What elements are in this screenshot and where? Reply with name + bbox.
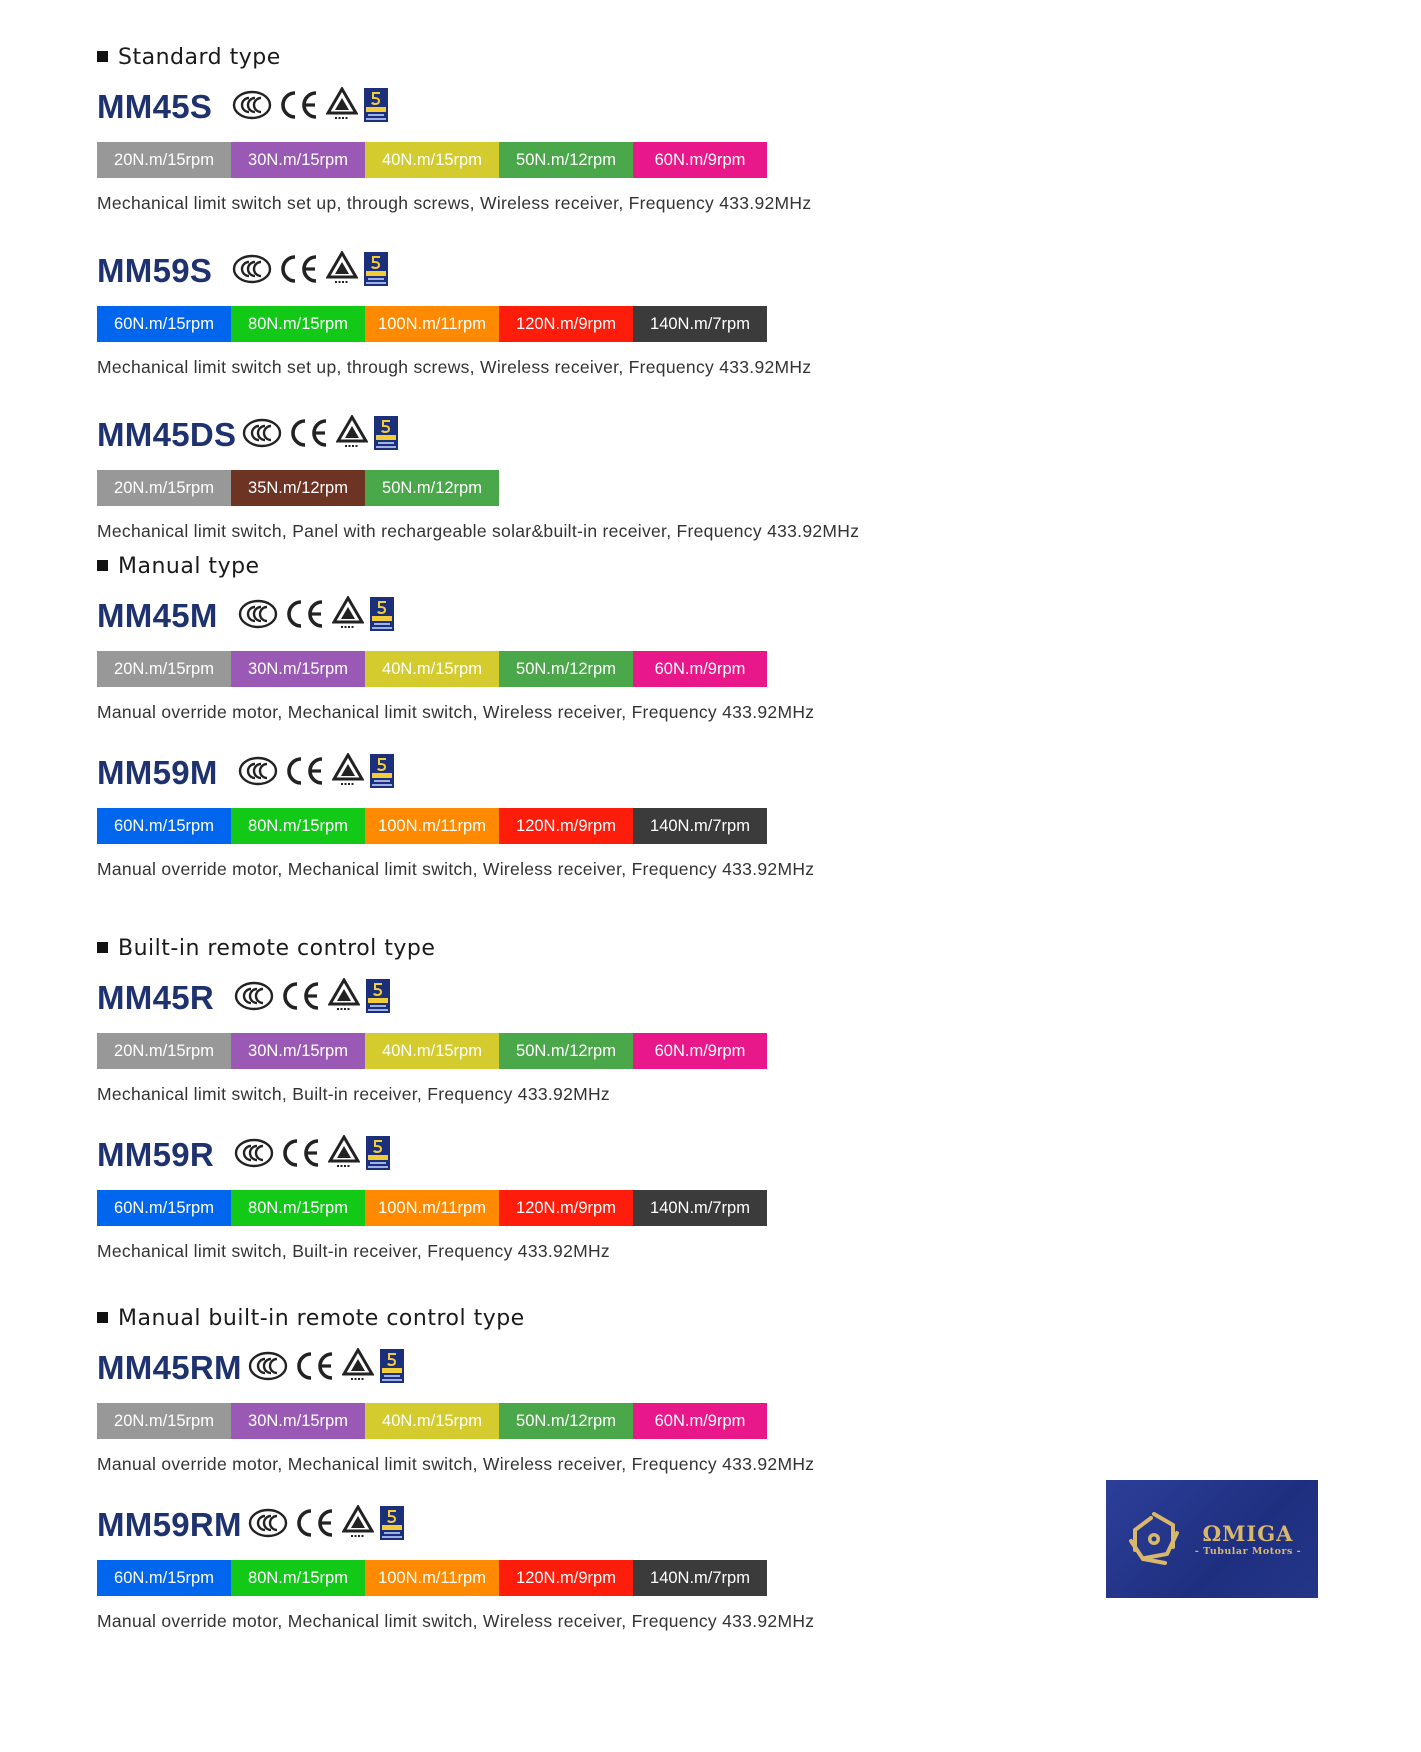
spec-segment: 120N.m/9rpm xyxy=(499,306,633,342)
spec-segment: 140N.m/7rpm xyxy=(633,1560,767,1596)
model-name: MM59S xyxy=(97,252,213,289)
spec-segment: 140N.m/7rpm xyxy=(633,306,767,342)
spec-segment: 100N.m/11rpm xyxy=(365,306,499,342)
section-standard xyxy=(97,44,859,544)
model-name: MM59R xyxy=(97,1136,215,1173)
section-manual-built-in-remote xyxy=(97,1305,814,1634)
spec-segment: 20N.m/15rpm xyxy=(97,142,231,178)
model-description: Manual override motor, Mechanical limit switch, Wireless receiver, Frequency 433.92MHz xyxy=(97,1611,815,1631)
ccc-cert-icon xyxy=(232,90,272,125)
logo-name: ΩMIGA xyxy=(1202,1520,1294,1546)
certification-icons xyxy=(242,415,404,455)
spec-segment: 40N.m/15rpm xyxy=(365,1033,499,1069)
section-manual xyxy=(97,553,814,882)
spec-segment: 60N.m/9rpm xyxy=(633,1033,767,1069)
model-block xyxy=(97,410,859,544)
spec-segment: 80N.m/15rpm xyxy=(231,1190,365,1226)
spec-segment: 50N.m/12rpm xyxy=(365,470,499,506)
spec-bar xyxy=(97,1033,767,1069)
model-description: Mechanical limit switch set up, through screws, Wireless receiver, Frequency 433.92MHz xyxy=(97,357,812,377)
certification-icons xyxy=(248,1505,410,1545)
spec-segment: 60N.m/15rpm xyxy=(97,808,231,844)
logo-tagline: - Tubular Motors - xyxy=(1194,1545,1302,1557)
ce-mark-icon xyxy=(280,1138,322,1173)
certification-icons xyxy=(238,753,400,793)
ccc-cert-icon xyxy=(248,1351,288,1386)
spec-segment: 60N.m/9rpm xyxy=(633,651,767,687)
spec-segment: 80N.m/15rpm xyxy=(231,1560,365,1596)
model-name: MM45R xyxy=(97,979,215,1016)
five-year-warranty-icon xyxy=(370,754,394,793)
tuv-cert-icon xyxy=(326,87,358,128)
section-title: Built-in remote control type xyxy=(97,935,767,963)
spec-segment: 50N.m/12rpm xyxy=(499,651,633,687)
tuv-cert-icon xyxy=(342,1505,374,1546)
spec-segment: 20N.m/15rpm xyxy=(97,470,231,506)
spec-segment: 50N.m/12rpm xyxy=(499,1403,633,1439)
spec-segment: 140N.m/7rpm xyxy=(633,808,767,844)
spec-bar xyxy=(97,142,859,178)
model-description: Mechanical limit switch set up, through screws, Wireless receiver, Frequency 433.92MHz xyxy=(97,193,812,213)
ce-mark-icon xyxy=(294,1351,336,1386)
model-block xyxy=(97,591,814,725)
tuv-cert-icon xyxy=(328,1135,360,1176)
spec-segment: 30N.m/15rpm xyxy=(231,1403,365,1439)
ccc-cert-icon xyxy=(234,981,274,1016)
omiga-logo xyxy=(1106,1480,1318,1598)
section-built-in-remote xyxy=(97,935,767,1264)
model-name: MM59M xyxy=(97,754,218,791)
spec-bar xyxy=(97,808,814,844)
spec-segment: 60N.m/9rpm xyxy=(633,1403,767,1439)
spec-segment: 100N.m/11rpm xyxy=(365,1190,499,1226)
square-bullet-icon xyxy=(97,1312,108,1323)
model-description: Mechanical limit switch, Built-in receiver, Frequency 433.92MHz xyxy=(97,1241,610,1261)
model-name: MM45S xyxy=(97,88,213,125)
spec-bar xyxy=(97,1403,814,1439)
model-name: MM45DS xyxy=(97,416,237,453)
spec-bar xyxy=(97,1560,814,1596)
spec-bar xyxy=(97,306,859,342)
certification-icons xyxy=(232,251,394,291)
spec-segment: 60N.m/15rpm xyxy=(97,1560,231,1596)
ce-mark-icon xyxy=(284,599,326,634)
spec-segment: 30N.m/15rpm xyxy=(231,1033,365,1069)
certification-icons xyxy=(234,978,396,1018)
spec-segment: 20N.m/15rpm xyxy=(97,1403,231,1439)
model-block xyxy=(97,82,859,216)
spec-segment: 40N.m/15rpm xyxy=(365,1403,499,1439)
model-block xyxy=(97,1130,767,1264)
square-bullet-icon xyxy=(97,942,108,953)
tuv-cert-icon xyxy=(342,1348,374,1389)
five-year-warranty-icon xyxy=(380,1506,404,1545)
spec-segment: 60N.m/15rpm xyxy=(97,306,231,342)
model-description: Mechanical limit switch, Panel with rechargeable solar&built-in receiver, Frequency 433.92MHz xyxy=(97,521,860,541)
model-block xyxy=(97,748,814,882)
spec-segment: 60N.m/9rpm xyxy=(633,142,767,178)
five-year-warranty-icon xyxy=(380,1349,404,1388)
spec-segment: 40N.m/15rpm xyxy=(365,651,499,687)
model-description: Mechanical limit switch, Built-in receiver, Frequency 433.92MHz xyxy=(97,1084,610,1104)
spec-segment: 30N.m/15rpm xyxy=(231,142,365,178)
spec-segment: 120N.m/9rpm xyxy=(499,808,633,844)
ce-mark-icon xyxy=(278,254,320,289)
spec-segment: 50N.m/12rpm xyxy=(499,1033,633,1069)
model-name: MM59RM xyxy=(97,1506,242,1543)
ce-mark-icon xyxy=(288,418,330,453)
section-title: Standard type xyxy=(97,44,859,72)
spec-segment: 20N.m/15rpm xyxy=(97,651,231,687)
spec-bar xyxy=(97,1190,767,1226)
tuv-cert-icon xyxy=(332,753,364,794)
model-block xyxy=(97,1500,814,1634)
certification-icons xyxy=(238,596,400,636)
five-year-warranty-icon xyxy=(374,416,398,455)
omiga-emblem-icon xyxy=(1123,1508,1185,1570)
section-title: Manual type xyxy=(97,553,814,581)
certification-icons xyxy=(234,1135,396,1175)
model-name: MM45M xyxy=(97,597,218,634)
spec-segment: 100N.m/11rpm xyxy=(365,1560,499,1596)
model-description: Manual override motor, Mechanical limit switch, Wireless receiver, Frequency 433.92MHz xyxy=(97,702,815,722)
tuv-cert-icon xyxy=(326,251,358,292)
certification-icons xyxy=(248,1348,410,1388)
model-description: Manual override motor, Mechanical limit switch, Wireless receiver, Frequency 433.92MHz xyxy=(97,1454,815,1474)
ce-mark-icon xyxy=(278,90,320,125)
model-block xyxy=(97,1343,814,1477)
model-block xyxy=(97,973,767,1107)
spec-segment: 120N.m/9rpm xyxy=(499,1190,633,1226)
ce-mark-icon xyxy=(294,1508,336,1543)
model-name: MM45RM xyxy=(97,1349,242,1386)
spec-segment: 100N.m/11rpm xyxy=(365,808,499,844)
spec-segment: 80N.m/15rpm xyxy=(231,306,365,342)
model-block xyxy=(97,246,859,380)
section-title: Manual built-in remote control type xyxy=(97,1305,814,1333)
square-bullet-icon xyxy=(97,51,108,62)
ce-mark-icon xyxy=(284,756,326,791)
spec-segment: 30N.m/15rpm xyxy=(231,651,365,687)
tuv-cert-icon xyxy=(328,978,360,1019)
spec-segment: 80N.m/15rpm xyxy=(231,808,365,844)
spec-bar xyxy=(97,651,814,687)
spec-segment: 35N.m/12rpm xyxy=(231,470,365,506)
ccc-cert-icon xyxy=(238,599,278,634)
certification-icons xyxy=(232,87,394,127)
ccc-cert-icon xyxy=(238,756,278,791)
five-year-warranty-icon xyxy=(364,252,388,291)
ccc-cert-icon xyxy=(248,1508,288,1543)
five-year-warranty-icon xyxy=(364,88,388,127)
five-year-warranty-icon xyxy=(370,597,394,636)
spec-segment: 40N.m/15rpm xyxy=(365,142,499,178)
spec-segment: 140N.m/7rpm xyxy=(633,1190,767,1226)
spec-segment: 60N.m/15rpm xyxy=(97,1190,231,1226)
spec-segment: 50N.m/12rpm xyxy=(499,142,633,178)
five-year-warranty-icon xyxy=(366,1136,390,1175)
ccc-cert-icon xyxy=(232,254,272,289)
spec-bar xyxy=(97,470,859,506)
model-description: Manual override motor, Mechanical limit switch, Wireless receiver, Frequency 433.92MHz xyxy=(97,859,815,879)
tuv-cert-icon xyxy=(336,415,368,456)
spec-segment: 120N.m/9rpm xyxy=(499,1560,633,1596)
square-bullet-icon xyxy=(97,560,108,571)
ccc-cert-icon xyxy=(234,1138,274,1173)
ccc-cert-icon xyxy=(242,418,282,453)
ce-mark-icon xyxy=(280,981,322,1016)
spec-segment: 20N.m/15rpm xyxy=(97,1033,231,1069)
tuv-cert-icon xyxy=(332,596,364,637)
five-year-warranty-icon xyxy=(366,979,390,1018)
